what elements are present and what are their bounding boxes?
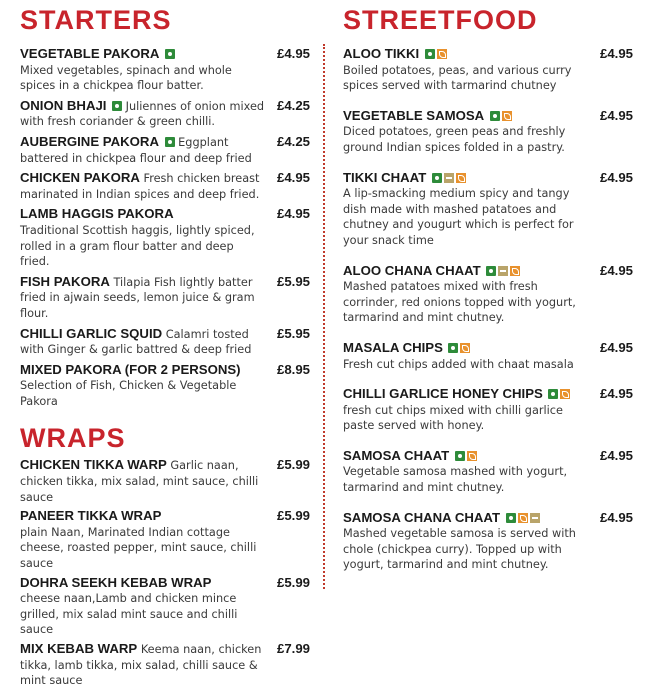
item-name: LAMB HAGGIS PAKORA [20,206,174,222]
item-name: MIX KEBAB WARP [20,641,138,656]
vegetarian-icon [490,111,500,121]
streetfood-heading: STREETFOOD [343,5,538,35]
snack-icon [444,173,454,183]
vegan-leaf-icon [518,513,528,523]
item-description: Boiled potatoes, peas, and various curry spices served with tarmarind chutney [343,63,572,93]
item-price: £4.95 [599,169,633,185]
item-price: £8.95 [276,361,310,377]
item-name: AUBERGINE PAKORA [20,133,159,149]
item-description: Mashed patatoes mixed with fresh corrinder, red onions topped with yogurt, tarmarind and mint chutney. [343,280,576,325]
vegetarian-icon [425,49,435,59]
vegetarian-icon [506,513,516,523]
menu-item [20,575,310,638]
item-price: £4.95 [599,339,633,355]
vegan-leaf-icon [560,389,570,399]
starters-heading: STARTERS [20,5,172,35]
vegetarian-icon [112,101,122,111]
column-divider [323,44,325,589]
menu-item [20,508,310,571]
snack-icon [530,513,540,523]
menu-item [20,326,310,358]
item-description: plain Naan, Marinated Indian cottage cheese, roasted pepper, mint sauce, chilli sauce [20,525,257,571]
item-price: £4.95 [599,107,633,123]
item-name: VEGETABLE SAMOSA [343,107,485,123]
item-description: Keema naan, chicken tikka, lamb tikka, mix salad, chilli sauce & mint sauce [20,643,262,688]
item-name: SAMOSA CHANA CHAAT [343,509,501,525]
item-price: £4.95 [599,447,633,463]
item-price: £4.95 [599,262,633,278]
menu-item [343,263,633,326]
item-name: CHICKEN PAKORA [20,170,140,186]
item-description: A lip-smacking medium spicy and tangy dish made with mashed patatoes and chutney and yougurt which is perfect for your snack time [343,187,574,247]
item-description: Calamri tosted with Ginger & garlic battred & deep fried [20,327,252,357]
item-description: Fresh cut chips added with chaat masala [343,357,574,371]
item-description: Juliennes of onion mixed with fresh coriander & green chilli. [20,99,265,129]
item-description: Traditional Scottish haggis, lightly spiced, rolled in a gram flour batter and deep fried. [20,223,255,269]
menu-item [20,274,310,322]
item-price: £4.95 [276,206,310,222]
menu-item [343,386,633,434]
menu-item [20,134,310,166]
item-description: Diced potatoes, green peas and freshly ground Indian spices folded in a pastry. [343,125,566,154]
item-price: £4.95 [599,509,633,525]
wraps-heading: WRAPS [20,423,126,454]
menu-item [343,340,633,372]
vegetarian-icon [455,451,465,461]
vegan-leaf-icon [510,266,520,276]
item-description: Vegetable samosa mashed with yogurt, tarmarind and mint chutney. [343,465,568,495]
item-name: CHICKEN TIKKA WARP [20,457,167,473]
item-name: SAMOSA CHAAT [343,447,450,463]
vegan-leaf-icon [467,451,477,461]
item-price: £4.95 [276,170,310,186]
item-price: £5.99 [276,457,310,473]
vegetarian-icon [486,266,496,276]
item-price: £5.99 [276,574,310,590]
item-name: ONION BHAJI [20,97,107,113]
item-price: £4.25 [276,97,310,113]
item-price: £5.99 [276,508,310,524]
vegan-leaf-icon [437,49,447,59]
item-price: £4.25 [276,133,310,149]
item-description: Selection of Fish, Chicken & Vegetable Pakora [20,379,237,408]
vegan-leaf-icon [456,173,466,183]
item-price: £7.99 [276,641,310,656]
menu-item [343,170,633,249]
item-name: ALOO CHANA CHAAT [343,262,481,278]
vegetarian-icon [548,389,558,399]
item-description: Garlic naan, chicken tikka, mix salad, mint sauce, chilli sauce [20,459,259,504]
menu-item [20,46,310,94]
item-name: DOHRA SEEKH KEBAB WRAP [20,574,212,590]
item-name: CHILLI GARLICE HONEY CHIPS [343,386,543,402]
menu-item [343,108,633,156]
menu-item [343,448,633,496]
vegan-leaf-icon [460,343,470,353]
menu-item [20,457,310,505]
vegetarian-icon [165,137,175,147]
item-name: VEGETABLE PAKORA [20,46,160,61]
item-description: Fresh chicken breast marinated in Indian spices and deep fried. [20,172,260,201]
item-name: CHILLI GARLIC SQUID [20,325,163,341]
menu-item [20,98,310,130]
menu-item [20,641,310,689]
vegan-leaf-icon [502,111,512,121]
item-name: MASALA CHIPS [343,339,443,355]
vegetarian-icon [448,343,458,353]
item-name: ALOO TIKKI [343,46,420,61]
item-name: TIKKI CHAAT [343,169,427,185]
item-price: £4.95 [599,386,633,402]
item-description: cheese naan,Lamb and chicken mince grilled, mix salad mint sauce and chilli sauce [20,592,238,637]
item-description: Mixed vegetables, spinach and whole spices in a chickpea flour batter. [20,63,232,93]
item-description: Tilapia Fish lightly batter fried in ajwain seeds, lemon juice & gram flour. [20,275,255,320]
item-price: £5.95 [276,325,310,341]
vegetarian-icon [432,173,442,183]
item-name: PANEER TIKKA WRAP [20,508,162,524]
item-price: £5.95 [276,273,310,289]
item-name: FISH PAKORA [20,273,110,289]
right-column [343,0,633,573]
menu-item [343,510,633,573]
item-name: MIXED PAKORA (FOR 2 PERSONS) [20,361,241,377]
menu-item [343,46,633,94]
menu-item [20,362,310,410]
item-price: £4.95 [276,46,310,61]
menu-item [20,170,310,202]
item-price: £4.95 [599,46,633,61]
item-description: fresh cut chips mixed with chilli garlice paste served with honey. [343,403,563,433]
snack-icon [498,266,508,276]
item-description: Mashed vegetable samosa is served with chole (chickpea curry). Topped up with yogurt, tarmarind and mint chutney. [343,527,576,572]
left-column [20,0,310,689]
vegetarian-icon [165,49,175,59]
menu-item [20,206,310,269]
item-description: Eggplant battered in chickpea flour and deep fried [20,135,252,165]
